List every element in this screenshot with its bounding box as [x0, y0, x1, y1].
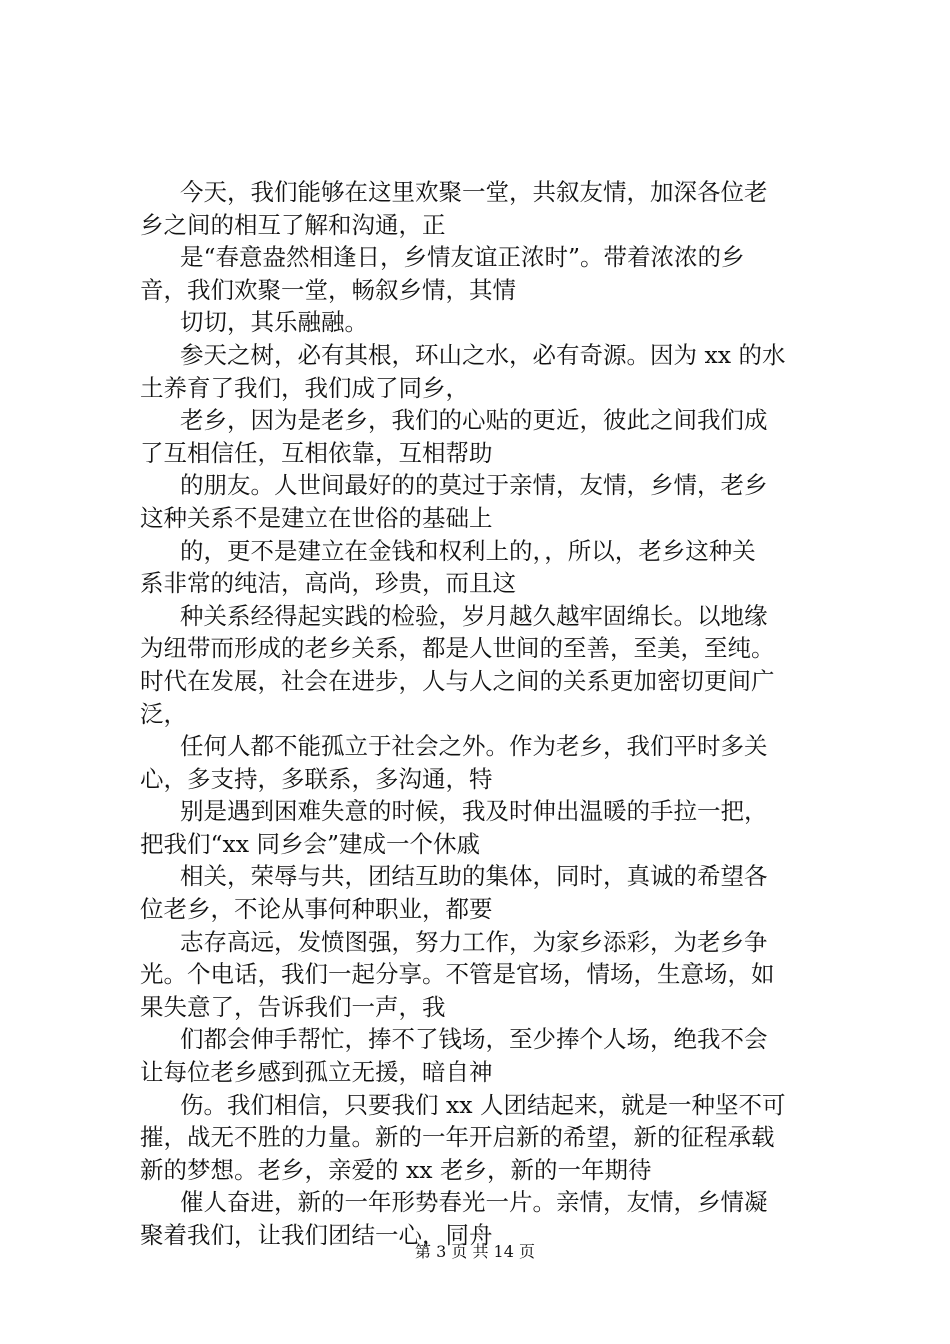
- text-line: 这种关系不是建立在世俗的基础上: [140, 503, 493, 532]
- text-line: 让每位老乡感到孤立无援，暗自神: [140, 1058, 493, 1087]
- text-line: 为纽带而形成的老乡关系，都是人世间的至善，至美，至纯。: [140, 634, 775, 663]
- page-footer: 第 3 页 共 14 页: [415, 1242, 535, 1261]
- text-line: 时代在发展，社会在进步，人与人之间的关系更加密切更间广: [140, 666, 775, 695]
- text-line: 新的梦想。老乡，亲爱的 xx 老乡，新的一年期待: [140, 1155, 652, 1184]
- text-line: 乡之间的相互了解和沟通，正: [140, 210, 446, 239]
- text-line: 位老乡，不论从事何种职业，都要: [140, 895, 493, 924]
- text-line: 切切，其乐融融。: [180, 308, 368, 337]
- text-line: 土养育了我们，我们成了同乡，: [140, 373, 469, 402]
- text-line: 别是遇到困难失意的时候，我及时伸出温暖的手拉一把，: [180, 797, 768, 826]
- text-line: 催人奋进，新的一年形势春光一片。亲情，友情，乡情凝: [180, 1188, 768, 1217]
- text-line: 摧，战无不胜的力量。新的一年开启新的希望，新的征程承载: [140, 1123, 775, 1152]
- text-line: 了互相信任，互相依靠，互相帮助: [140, 438, 493, 467]
- text-line: 志存高远，发愤图强，努力工作，为家乡添彩，为老乡争: [180, 927, 768, 956]
- text-line: 今天，我们能够在这里欢聚一堂，共叙友情，加深各位老: [180, 178, 768, 206]
- text-line: 种关系经得起实践的检验，岁月越久越牢固绵长。以地缘: [180, 601, 768, 630]
- text-line: 伤。我们相信，只要我们 xx 人团结起来，就是一种坚不可: [180, 1090, 786, 1119]
- body-text: [140, 176, 840, 1252]
- text-line: 果失意了，告诉我们一声，我: [140, 992, 446, 1021]
- text-line: 聚着我们，让我们团结一心，同舟: [140, 1221, 493, 1249]
- text-line: 系非常的纯洁，高尚，珍贵，而且这: [140, 569, 516, 598]
- text-line: 把我们“xx 同乡会”建成一个休戚: [140, 829, 481, 858]
- text-line: 参天之树，必有其根，环山之水，必有奇源。因为 xx 的水: [180, 340, 786, 369]
- text-line: 是“春意盎然相逢日，乡情友谊正浓时”。带着浓浓的乡: [180, 243, 745, 272]
- text-line: 心，多支持，多联系，多沟通，特: [140, 764, 493, 793]
- text-line: 的朋友。人世间最好的的莫过于亲情，友情，乡情，老乡: [180, 471, 768, 500]
- text-line: 音，我们欢聚一堂，畅叙乡情，其情: [140, 275, 516, 304]
- text-line: 相关，荣辱与共，团结互助的集体，同时，真诚的希望各: [180, 862, 768, 891]
- text-line: 光。个电话，我们一起分享。不管是官场，情场，生意场，如: [140, 960, 775, 989]
- text-line: 泛，: [140, 699, 187, 728]
- text-line: 老乡，因为是老乡，我们的心贴的更近，彼此之间我们成: [180, 406, 768, 435]
- text-line: 的，更不是建立在金钱和权利上的，，所以，老乡这种关: [180, 536, 756, 565]
- text-line: 任何人都不能孤立于社会之外。作为老乡，我们平时多关: [180, 732, 768, 761]
- text-line: 们都会伸手帮忙，捧不了钱场，至少捧个人场，绝我不会: [180, 1025, 768, 1054]
